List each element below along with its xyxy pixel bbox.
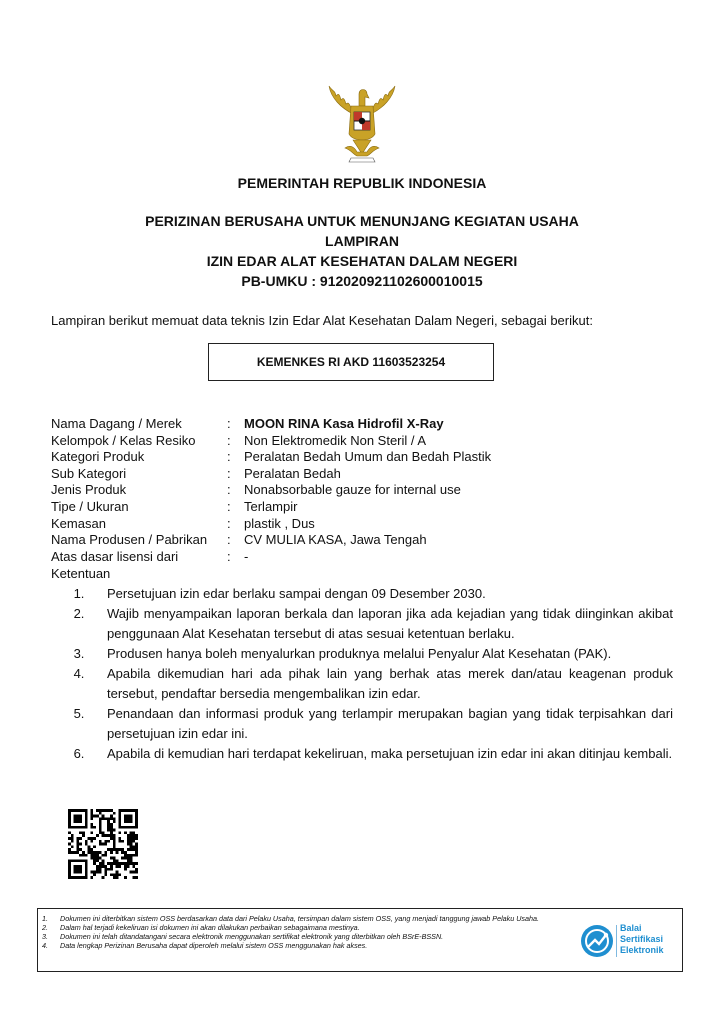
item-number: 1. — [73, 586, 85, 601]
note-text: Dokumen ini telah ditandatangani secara elektronik menggunakan sertifikat elektronik yang diterbitkan oleh BSrE-BSSN. — [60, 932, 444, 941]
field-value: Peralatan Bedah — [244, 465, 341, 481]
item-number: 2. — [73, 606, 85, 621]
field-value: Peralatan Bedah Umum dan Bedah Plastik — [244, 449, 492, 465]
field-row-kemasan — [51, 516, 681, 533]
bsre-seal-icon — [580, 924, 614, 958]
field-row-tipe — [51, 499, 681, 516]
bsre-wordmark — [620, 923, 664, 956]
item-text: Produsen hanya boleh menyalurkan produknya melalui Penyalur Alat Kesehatan (PAK). — [107, 646, 612, 661]
note-text: Dokumen ini diterbitkan sistem OSS berdasarkan data dari Pelaku Usaha, tersimpan dalam sistem OSS, yang menjadi tanggung jawab Pelaku Usaha. — [60, 914, 540, 923]
field-row-jenis — [51, 482, 681, 499]
item-text: Penandaan dan informasi produk yang terlampir merupakan bagian yang tidak terpisahkan dari persetujuan izin edar ini. — [107, 706, 673, 741]
garuda-emblem-icon — [323, 84, 401, 166]
note-number: 1. — [42, 914, 48, 923]
bsre-line3: Elektronik — [620, 945, 664, 955]
list-item — [51, 644, 673, 664]
footer-note — [42, 932, 574, 941]
ketentuan-list — [51, 584, 673, 764]
field-colon: : — [227, 532, 231, 548]
item-number: 6. — [73, 746, 85, 761]
field-colon: : — [227, 432, 231, 448]
footer-note — [42, 914, 574, 923]
field-label: Nama Dagang / Merek — [51, 416, 182, 431]
note-text: Data lengkap Perizinan Berusaha dapat diperoleh melalui sistem OSS menggunakan hak akses. — [60, 941, 368, 950]
field-colon: : — [227, 548, 231, 564]
field-label: Kemasan — [51, 515, 106, 531]
list-item — [51, 584, 673, 604]
note-number: 4. — [42, 941, 48, 950]
field-label: Kategori Produk — [51, 449, 145, 465]
list-item — [51, 664, 673, 704]
field-label: Jenis Produk — [51, 482, 127, 498]
note-text: Dalam hal terjadi kekeliruan isi dokumen ini akan dilakukan perbaikan sebagaimana mestinya. — [60, 923, 360, 932]
item-number: 3. — [73, 646, 85, 661]
field-row-subkategori — [51, 466, 681, 483]
document-title-line2: LAMPIRAN — [325, 233, 399, 249]
footer-note — [42, 941, 574, 950]
field-colon: : — [227, 416, 231, 431]
technical-data-list — [51, 416, 681, 565]
field-label: Nama Produsen / Pabrikan — [51, 532, 208, 548]
field-row-kelas — [51, 433, 681, 450]
bsre-logo — [580, 921, 680, 961]
item-text: Wajib menyampaikan laporan berkala dan laporan jika ada kejadian yang tidak diinginkan akibat penggunaan Alat Kesehatan tersebut di atas sesuai ketentuan berlaku. — [107, 606, 673, 641]
field-row-produsen — [51, 532, 681, 549]
item-text: Persetujuan izin edar berlaku sampai dengan 09 Desember 2030. — [107, 586, 486, 601]
bsre-line1: Balai — [620, 923, 642, 933]
document-title-line3: IZIN EDAR ALAT KESEHATAN DALAM NEGERI — [206, 253, 518, 269]
list-item — [51, 704, 673, 744]
note-number: 2. — [42, 923, 48, 932]
field-value: MOON RINA Kasa Hidrofil X-Ray — [244, 416, 444, 431]
ketentuan-label: Ketentuan — [51, 566, 111, 581]
list-item — [51, 604, 673, 644]
field-value: - — [244, 548, 249, 564]
field-label: Kelompok / Kelas Resiko — [51, 432, 196, 448]
field-colon: : — [227, 465, 231, 481]
qr-code-icon[interactable] — [68, 809, 138, 879]
pb-umku-number: PB-UMKU : 912020921102600010015 — [241, 273, 483, 289]
field-colon: : — [227, 498, 231, 514]
field-value: Terlampir — [244, 498, 298, 514]
footer-notes-box — [37, 908, 683, 972]
note-number: 3. — [42, 932, 48, 941]
field-label: Tipe / Ukuran — [51, 498, 129, 514]
field-colon: : — [227, 449, 231, 465]
registration-number-box — [208, 343, 494, 381]
field-value: Non Elektromedik Non Steril / A — [244, 432, 427, 448]
bsre-divider — [616, 925, 617, 957]
footer-notes — [42, 914, 574, 950]
field-value: plastik , Dus — [244, 515, 315, 531]
field-label: Atas dasar lisensi dari — [51, 548, 179, 564]
field-label: Sub Kategori — [51, 465, 127, 481]
field-colon: : — [227, 482, 231, 498]
intro-text: Lampiran berikut memuat data teknis Izin Edar Alat Kesehatan Dalam Negeri, sebagai berikut: — [51, 313, 593, 328]
government-heading: PEMERINTAH REPUBLIK INDONESIA — [237, 175, 487, 191]
item-text: Apabila dikemudian hari ada pihak lain yang berhak atas merek dan/atau keagenan produk tersebut, pendaftar bersedia mengembalikan izin edar. — [107, 666, 673, 701]
item-number: 4. — [73, 666, 85, 681]
field-row-merek — [51, 416, 681, 433]
registration-number: KEMENKES RI AKD 11603523254 — [256, 355, 446, 369]
field-colon: : — [227, 515, 231, 531]
bsre-line2: Sertifikasi — [620, 934, 664, 944]
field-value: Nonabsorbable gauze for internal use — [244, 482, 461, 498]
item-text: Apabila di kemudian hari terdapat kekeliruan, maka persetujuan izin edar ini akan ditinjau kembali. — [107, 746, 673, 761]
field-value: CV MULIA KASA, Jawa Tengah — [244, 532, 427, 548]
item-number: 5. — [73, 706, 85, 721]
field-row-lisensi — [51, 549, 681, 566]
footer-note — [42, 923, 574, 932]
document-title-line1: PERIZINAN BERUSAHA UNTUK MENUNJANG KEGIATAN USAHA — [145, 213, 579, 229]
field-row-kategori — [51, 449, 681, 466]
list-item — [51, 744, 673, 764]
